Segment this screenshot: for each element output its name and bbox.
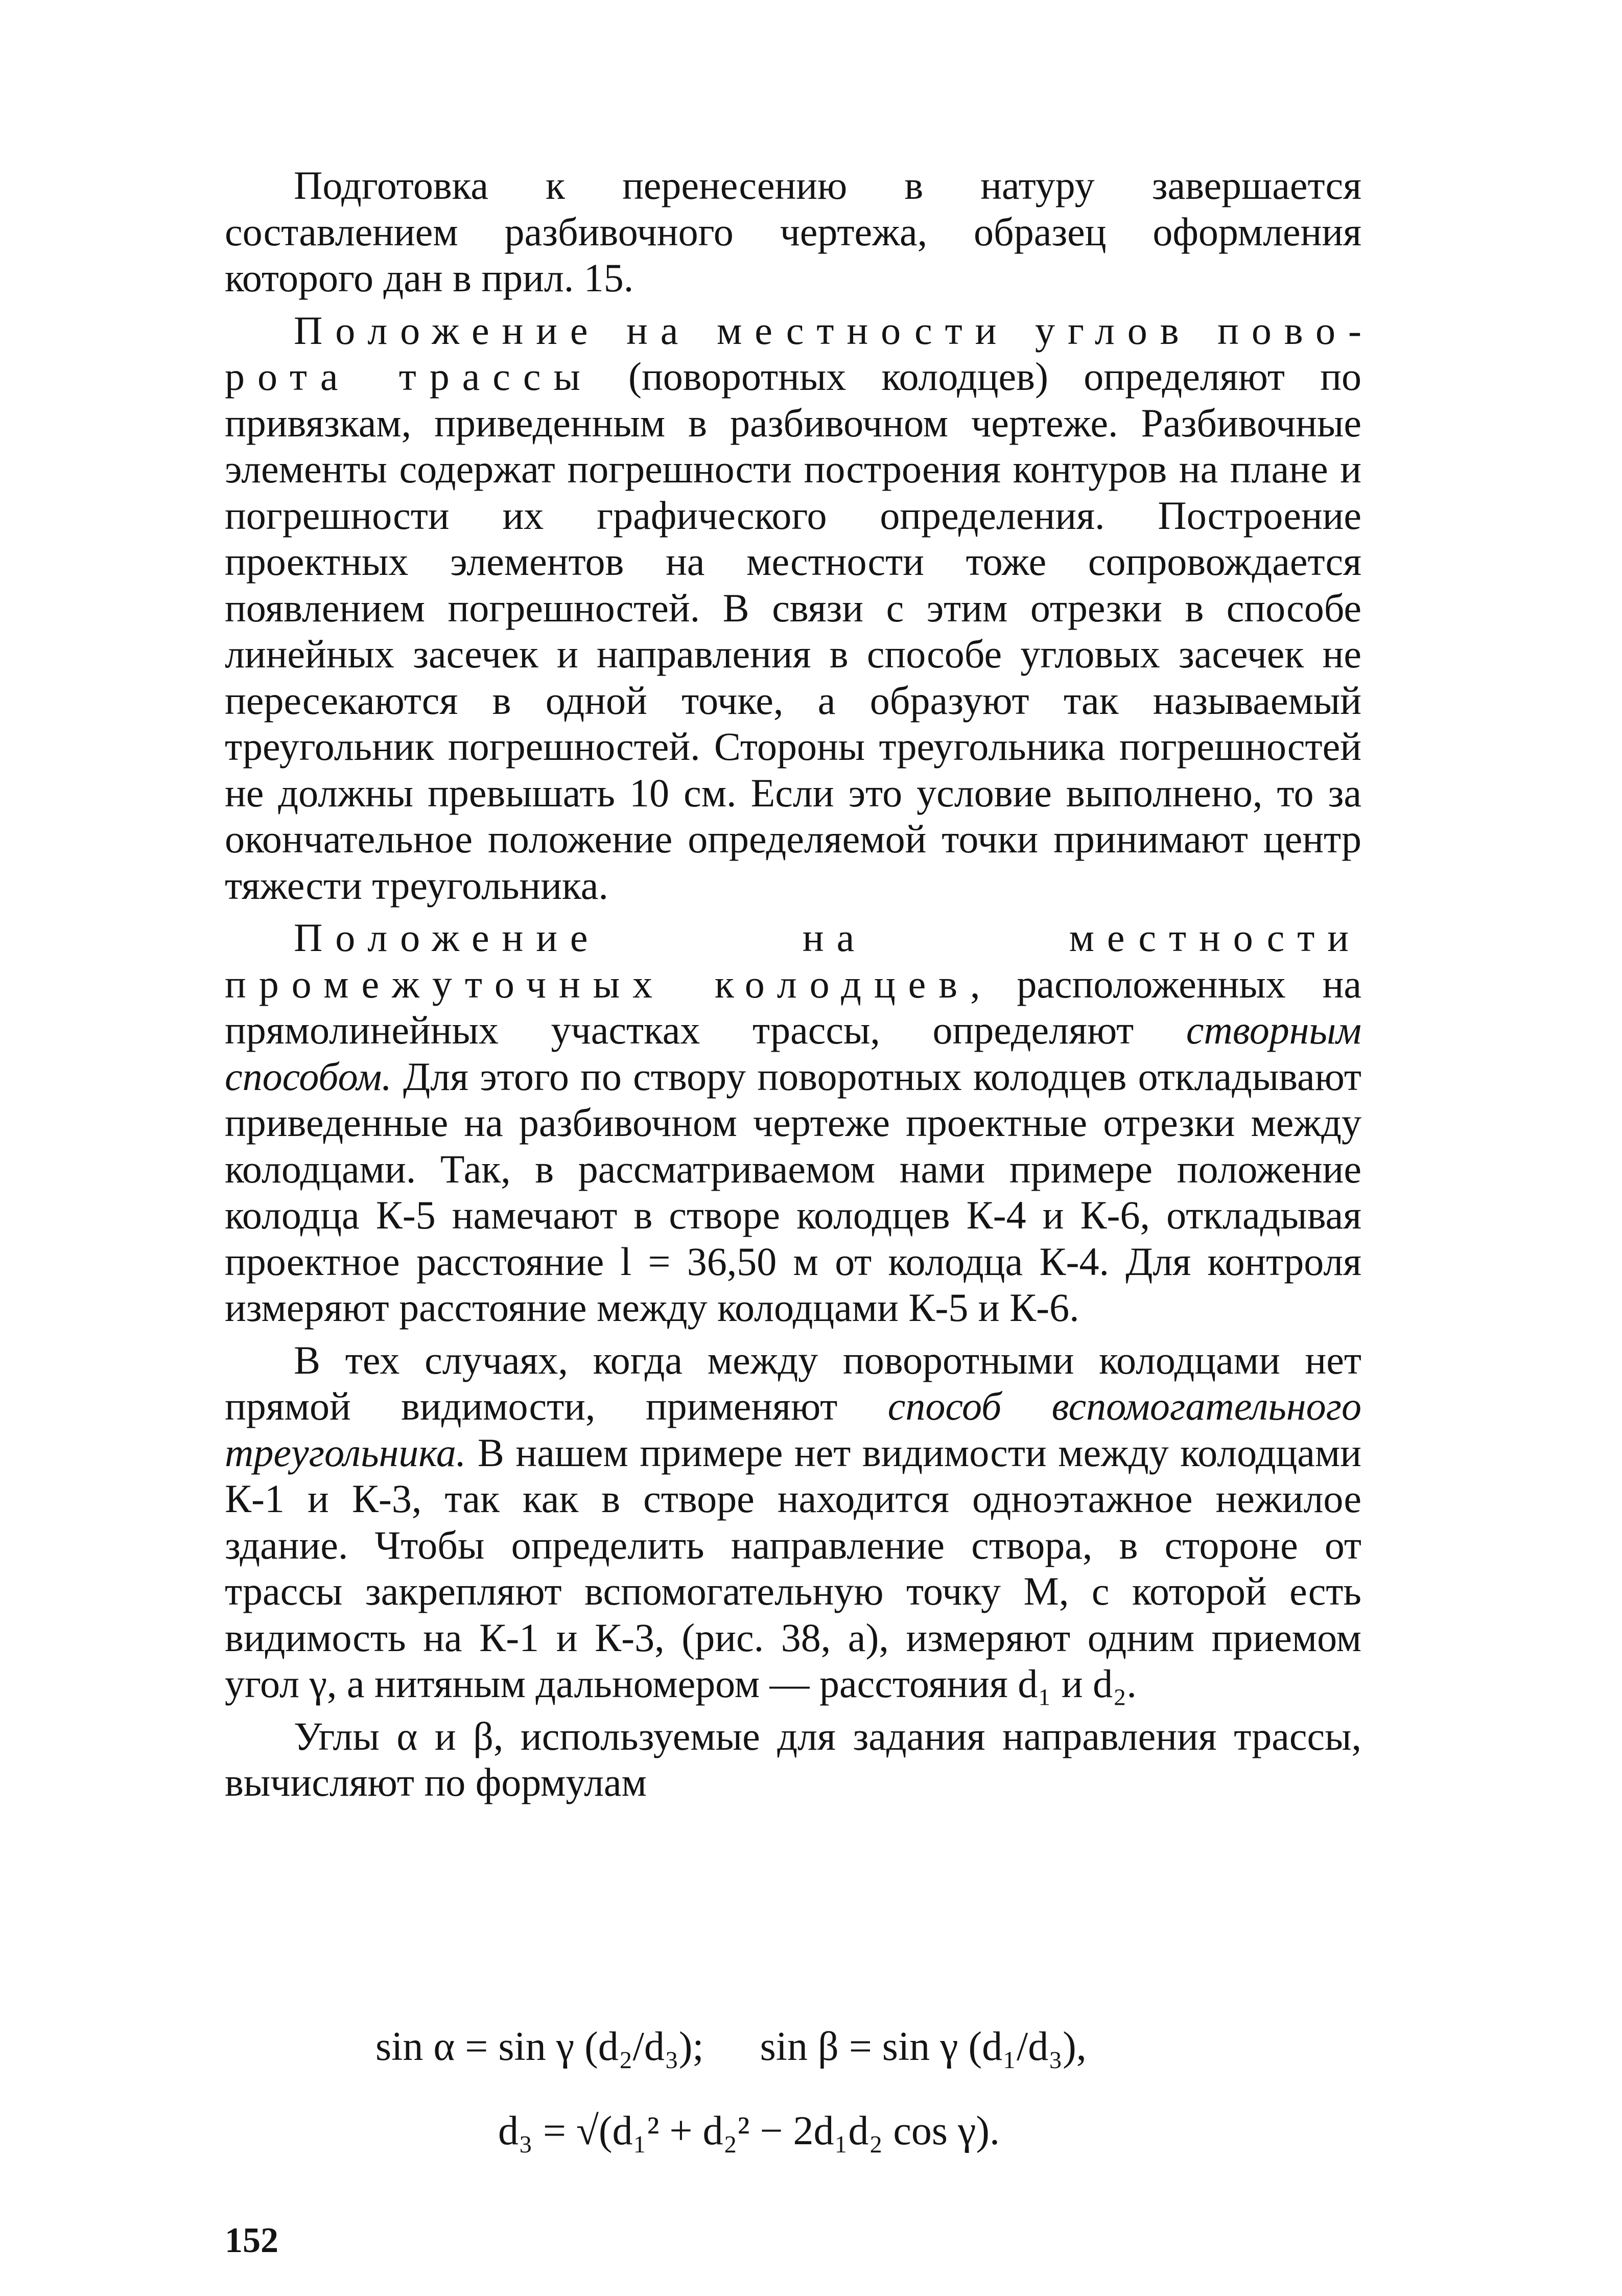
paragraph-5 xyxy=(225,1713,1361,1806)
page-number: 152 xyxy=(225,2221,278,2260)
paragraph-4-emphasis: способ вспомогательного треугольника. xyxy=(225,1384,1362,1475)
paragraph-4-text-after: В нашем примере нет видимости между колодцами К-1 и К-3, так как в створе находится одноэтажное нежилое здание. Чтобы определить направление створа, в стороне от трассы закрепляют вспомогательную точку М, с которой есть видимость на К-1 и К-3, (рис. 38, а), измеряют одним приемом угол γ, а нитяным дальномером — расстояния d₁ и d₂. xyxy=(225,1430,1361,1706)
body-text xyxy=(225,163,1361,1812)
formula-d3-text: d₃ = √(d₁² + d₂² − 2d₁d₂ cos γ). xyxy=(498,2108,1000,2153)
formula-d3 xyxy=(498,2108,1000,2154)
paragraph-3-spaced-lead: Положение на местности промежуточных колодцев xyxy=(225,915,1361,1006)
paragraph-3-text-before: , расположенных на прямолинейных участках трассы, определяют xyxy=(225,961,1362,1052)
paragraph-2-spaced-lead: Положение на местности углов поворота трассы xyxy=(225,308,1361,399)
paragraph-3-text-after: Для этого по створу поворотных колодцев откладывают приведенные на разбивочном чертеже проектные отрезки между колодцами. Так, в рассматриваемом нами примере положение колодца К-5 намечают в створе колодцев К-4 и К-6, откладывая проектное расстояние l = 36,50 м от колодца К-4. Для контроля измеряют расстояние между колодцами К-5 и К-6. xyxy=(225,1054,1361,1330)
paragraph-1 xyxy=(225,163,1361,302)
formula-sines xyxy=(375,2024,1087,2070)
paragraph-4 xyxy=(225,1337,1361,1707)
paragraph-3 xyxy=(225,915,1361,1331)
paragraph-4-text-before: В тех случаях, когда между поворотными колодцами нет прямой видимости, применяют xyxy=(225,1337,1361,1428)
paragraph-5-text: Углы α и β, используемые для задания направления трассы, вычисляют по формулам xyxy=(225,1713,1361,1804)
formula-sin-alpha: sin α = sin γ (d₂/d₃); xyxy=(375,2024,704,2069)
paragraph-3-emphasis: створным способом. xyxy=(225,1008,1361,1099)
paragraph-1-text: Подготовка к перенесению в натуру завершается составлением разбивочного чертежа, образец оформления которого дан в прил. 15. xyxy=(225,163,1361,300)
formula-sin-beta: sin β = sin γ (d₁/d₃), xyxy=(760,2024,1087,2069)
paragraph-2 xyxy=(225,308,1361,909)
paragraph-2-text: (поворотных колодцев) определяют по привязкам, приведенным в разбивочном чертеже. Разбивочные элементы содержат погрешности построения контуров на плане и погрешности их графического определения. Построение проектных элементов на местности тоже сопровождается появлением погрешностей. В связи с этим отрезки в способе линейных засечек и направления в способе угловых засечек не пересекаются в одной точке, а образуют так называемый треугольник погрешностей. Стороны треугольника погрешностей не должны превышать 10 см. Если это условие выполнено, то за окончательное положение определяемой точки принимают центр тяжести треугольника. xyxy=(225,354,1361,908)
